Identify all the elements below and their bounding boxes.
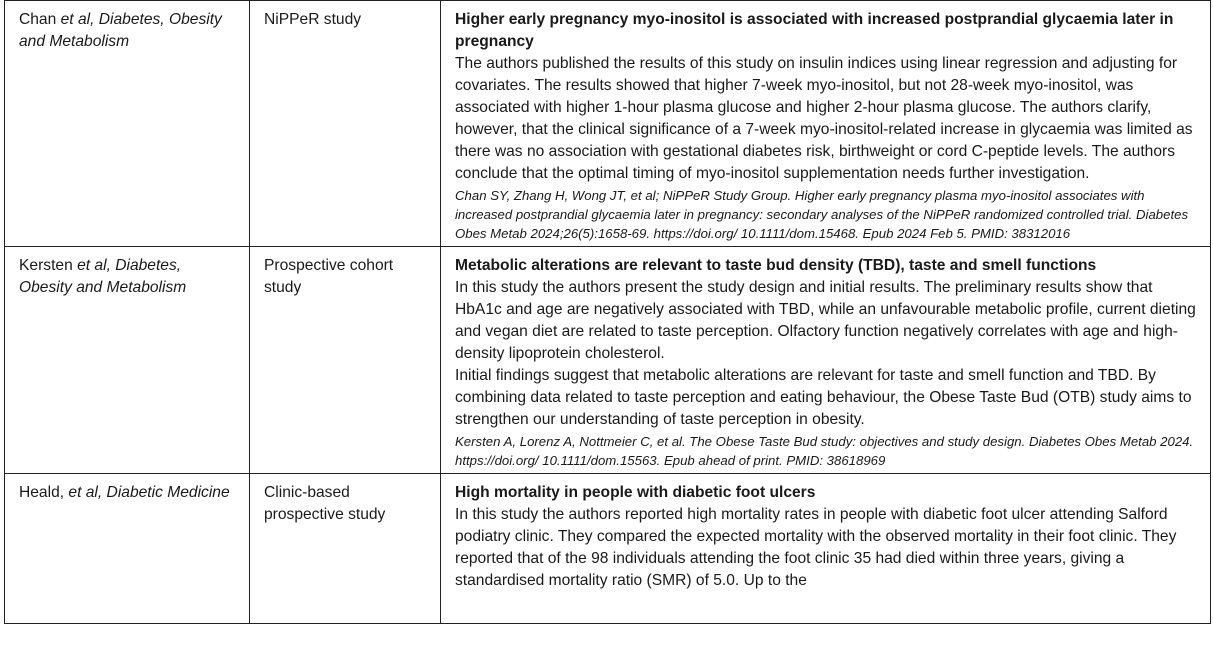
- summary-paragraph: Initial findings suggest that metabolic alterations are relevant for taste and smell function and TBD. By combining data related to taste perception and eating behaviour, the Obese Taste Bud (OTB) study aims to strengthen our understanding of taste perception in obesity.: [455, 367, 1192, 428]
- paper-title: Higher early pregnancy myo-inositol is associated with increased postprandial glycaemia later in pregnancy: [455, 11, 1174, 50]
- summary-cell: [441, 474, 1211, 624]
- citation: Kersten A, Lorenz A, Nottmeier C, et al. The Obese Taste Bud study: objectives and study design. Diabetes Obes Metab 2024. https://doi.org/ 10.1111/dom.15563. Epub ahead of print. PMID: 38618969: [455, 434, 1194, 468]
- summary-cell: [441, 1, 1211, 247]
- author-name: Chan: [19, 11, 57, 28]
- evidence-table: [4, 0, 1211, 624]
- journal-name: et al, Diabetic Medicine: [68, 484, 230, 501]
- paper-title: Metabolic alterations are relevant to taste bud density (TBD), taste and smell functions: [455, 257, 1097, 274]
- summary-cell: [441, 247, 1211, 474]
- study-design: Prospective cohort study: [264, 257, 394, 296]
- study-design-cell: [250, 474, 441, 624]
- study-design: NiPPeR study: [264, 11, 362, 28]
- author-cell: [5, 247, 250, 474]
- summary-paragraph: In this study the authors reported high mortality rates in people with diabetic foot ulcer attending Salford podiatry clinic. They compared the expected mortality with the observed mortality in their foot clinic. They reported that of the 98 individuals attending the foot clinic 35 had died within three years, giving a standardised mortality ratio (SMR) of 5.0. Up to the: [455, 506, 1177, 589]
- author-cell: [5, 474, 250, 624]
- summary-paragraph: In this study the authors present the study design and initial results. The preliminary results show that HbA1c and age are negatively associated with TBD, while an unfavourable metabolic profile, current dieting and vegan diet are related to taste perception. Olfactory function negatively correlates with age and high-density lipoprotein cholesterol.: [455, 279, 1196, 362]
- table-row: [5, 474, 1211, 624]
- study-design-cell: [250, 1, 441, 247]
- author-cell: [5, 1, 250, 247]
- paper-title: High mortality in people with diabetic foot ulcers: [455, 484, 816, 501]
- study-design-cell: [250, 247, 441, 474]
- citation: Chan SY, Zhang H, Wong JT, et al; NiPPeR Study Group. Higher early pregnancy plasma myo-inositol associates with increased postprandial glycaemia later in pregnancy: secondary analyses of the NiPPeR randomized controlled trial. Diabetes Obes Metab 2024;26(5):1658-69. https://doi.org/ 10.1111/dom.15468. Epub 2024 Feb 5. PMID: 38312016: [455, 188, 1189, 241]
- journal-name: et al, Diabetes, Obesity and Metabolism: [19, 257, 187, 296]
- table-row: [5, 1, 1211, 247]
- author-name: Heald,: [19, 484, 65, 501]
- journal-name: et al, Diabetes, Obesity and Metabolism: [19, 11, 222, 50]
- author-name: Kersten: [19, 257, 73, 274]
- table-row: [5, 247, 1211, 474]
- study-design: Clinic-based prospective study: [264, 484, 386, 523]
- summary-paragraph: The authors published the results of this study on insulin indices using linear regression and adjusting for covariates. The results showed that higher 7-week myo-inositol, but not 28-week myo-inositol, was associated with higher 1-hour plasma glucose and higher 2-hour plasma glucose. The authors clarify, however, that the clinical significance of a 7-week myo-inositol-related increase in glycaemia was limited as there was no association with gestational diabetes risk, birthweight or cord C-peptide levels. The authors conclude that the optimal timing of myo-inositol supplementation needs further investigation.: [455, 55, 1193, 182]
